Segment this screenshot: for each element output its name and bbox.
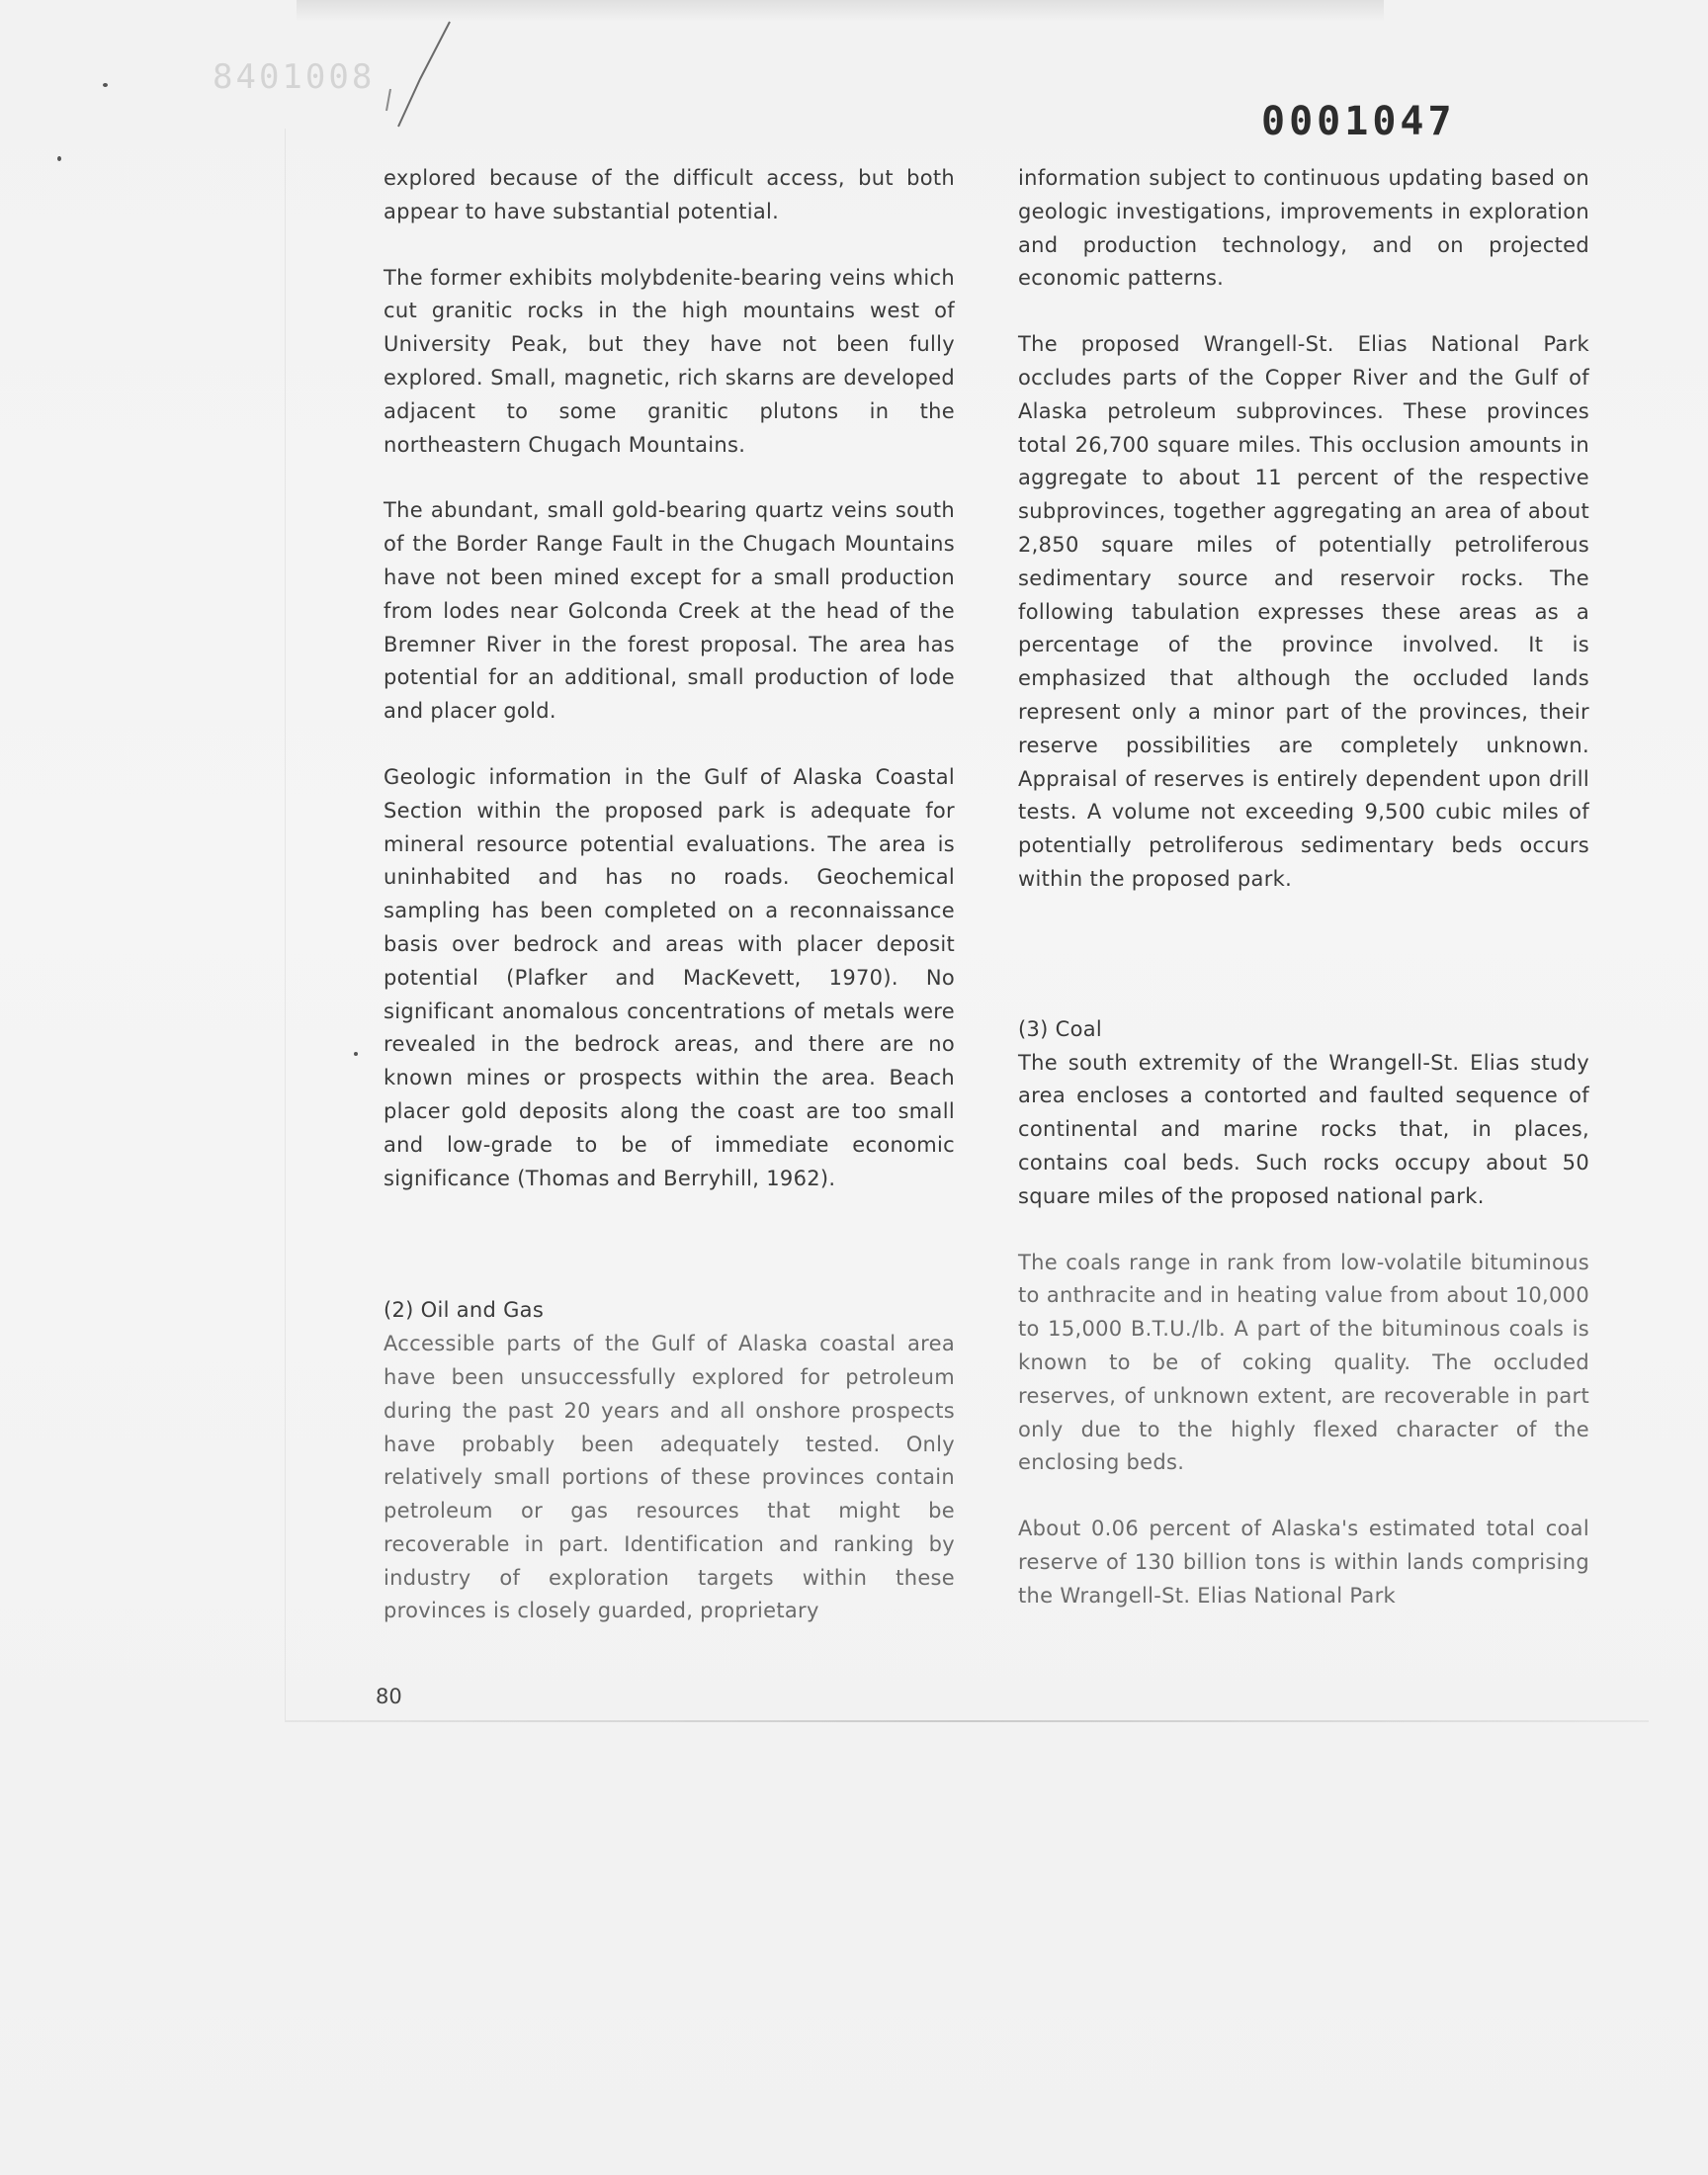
left-column (384, 162, 955, 1628)
section-heading-oil-gas: (2) Oil and Gas (384, 1298, 545, 1323)
bottom-rule (285, 1720, 1649, 1722)
paragraph: explored because of the difficult access, but both appear to have substantial potential. (384, 166, 955, 223)
paragraph: The south extremity of the Wrangell-St. Elias study area encloses a contorted and faulted sequence of continental and marine rocks that, in places, contains coal beds. Such rocks occupy about 50 square miles of the proposed national park. (1018, 1050, 1589, 1208)
scan-smudge (297, 0, 1384, 22)
faint-document-number: 8401008 (213, 57, 376, 97)
paragraph: The former exhibits molybdenite-bearing veins which cut granitic rocks in the high mountains west of University Peak, but they have not been fully explored. Small, magnetic, rich skarns are developed adjacent to some granitic plutons in the northeastern Chugach Mountains. (384, 265, 955, 457)
paragraph: The proposed Wrangell-St. Elias National Park occludes parts of the Copper River and the Gulf of Alaska petroleum subprovinces. These provinces total 26,700 square miles. This occlusion amounts in aggregate to about 11 percent of the respective subprovinces, together aggregating an area of about 2,850 square miles of potentially petroliferous sedimentary source and reservoir rocks. The following tabulation expresses these areas as a percentage of the province involved. It is emphasized that although the occluded lands represent only a minor part of the provinces, their reserve possibilities are completely unknown. Appraisal of reserves is entirely dependent upon drill tests. A volume not exceeding 9,500 cubic miles of potentially petroliferous sedimentary beds occurs within the proposed park. (1018, 332, 1589, 891)
scan-speck (57, 156, 61, 161)
paragraph: Accessible parts of the Gulf of Alaska coastal area have been unsuccessfully explored for petroleum during the past 20 years and all onshore prospects have probably been adequately tested. Only relatively small portions of these provinces contain petroleum or gas resources that might be recoverable in part. Identification and ranking by industry of exploration targets within these provinces is closely guarded, proprietary (384, 1332, 955, 1623)
paragraph: The coals range in rank from low-volatile bituminous to anthracite and in heating value from about 10,000 to 15,000 B.T.U./lb. A part of the bituminous coals is known to be of coking quality. The occluded reserves, of unknown extent, are recoverable in part only due to the highly flexed character of the enclosing beds. (1018, 1250, 1589, 1475)
paragraph: Geologic information in the Gulf of Alaska Coastal Section within the proposed park is adequate for mineral resource potential evaluations. The area is uninhabited and has no roads. Geochemical sampling has been completed on a reconnaissance basis over bedrock and areas with placer deposit potential (Plafker and MacKevett, 1970). No significant anomalous concentrations of metals were revealed in the bedrock areas, and there are no known mines or prospects within the area. Beach placer gold deposits along the coast are too small and low-grade to be of immediate economic significance (Thomas and Berryhill, 1962). (384, 764, 955, 1190)
paragraph: About 0.06 percent of Alaska's estimated total coal reserve of 130 billion tons is within lands comprising the Wrangell-St. Elias National Park (1018, 1517, 1589, 1608)
scan-speck (354, 1052, 358, 1056)
paragraph: The abundant, small gold-bearing quartz veins south of the Border Range Fault in the Chugach Mountains have not been mined except for a small production from lodes near Golconda Creek at the head of the Bremner River in the forest proposal. The area has potential for an additional, small production of lode and placer gold. (384, 498, 955, 724)
right-column (1018, 162, 1589, 1612)
paragraph: information subject to continuous updating based on geologic investigations, improvements in exploration and production technology, and on projected economic patterns. (1018, 166, 1589, 291)
section-heading-coal: (3) Coal (1018, 1016, 1103, 1041)
column-edge-shadow (285, 129, 286, 1720)
document-number: 0001047 (1261, 99, 1456, 144)
page-number: 80 (376, 1685, 402, 1708)
scan-speck (103, 83, 108, 87)
